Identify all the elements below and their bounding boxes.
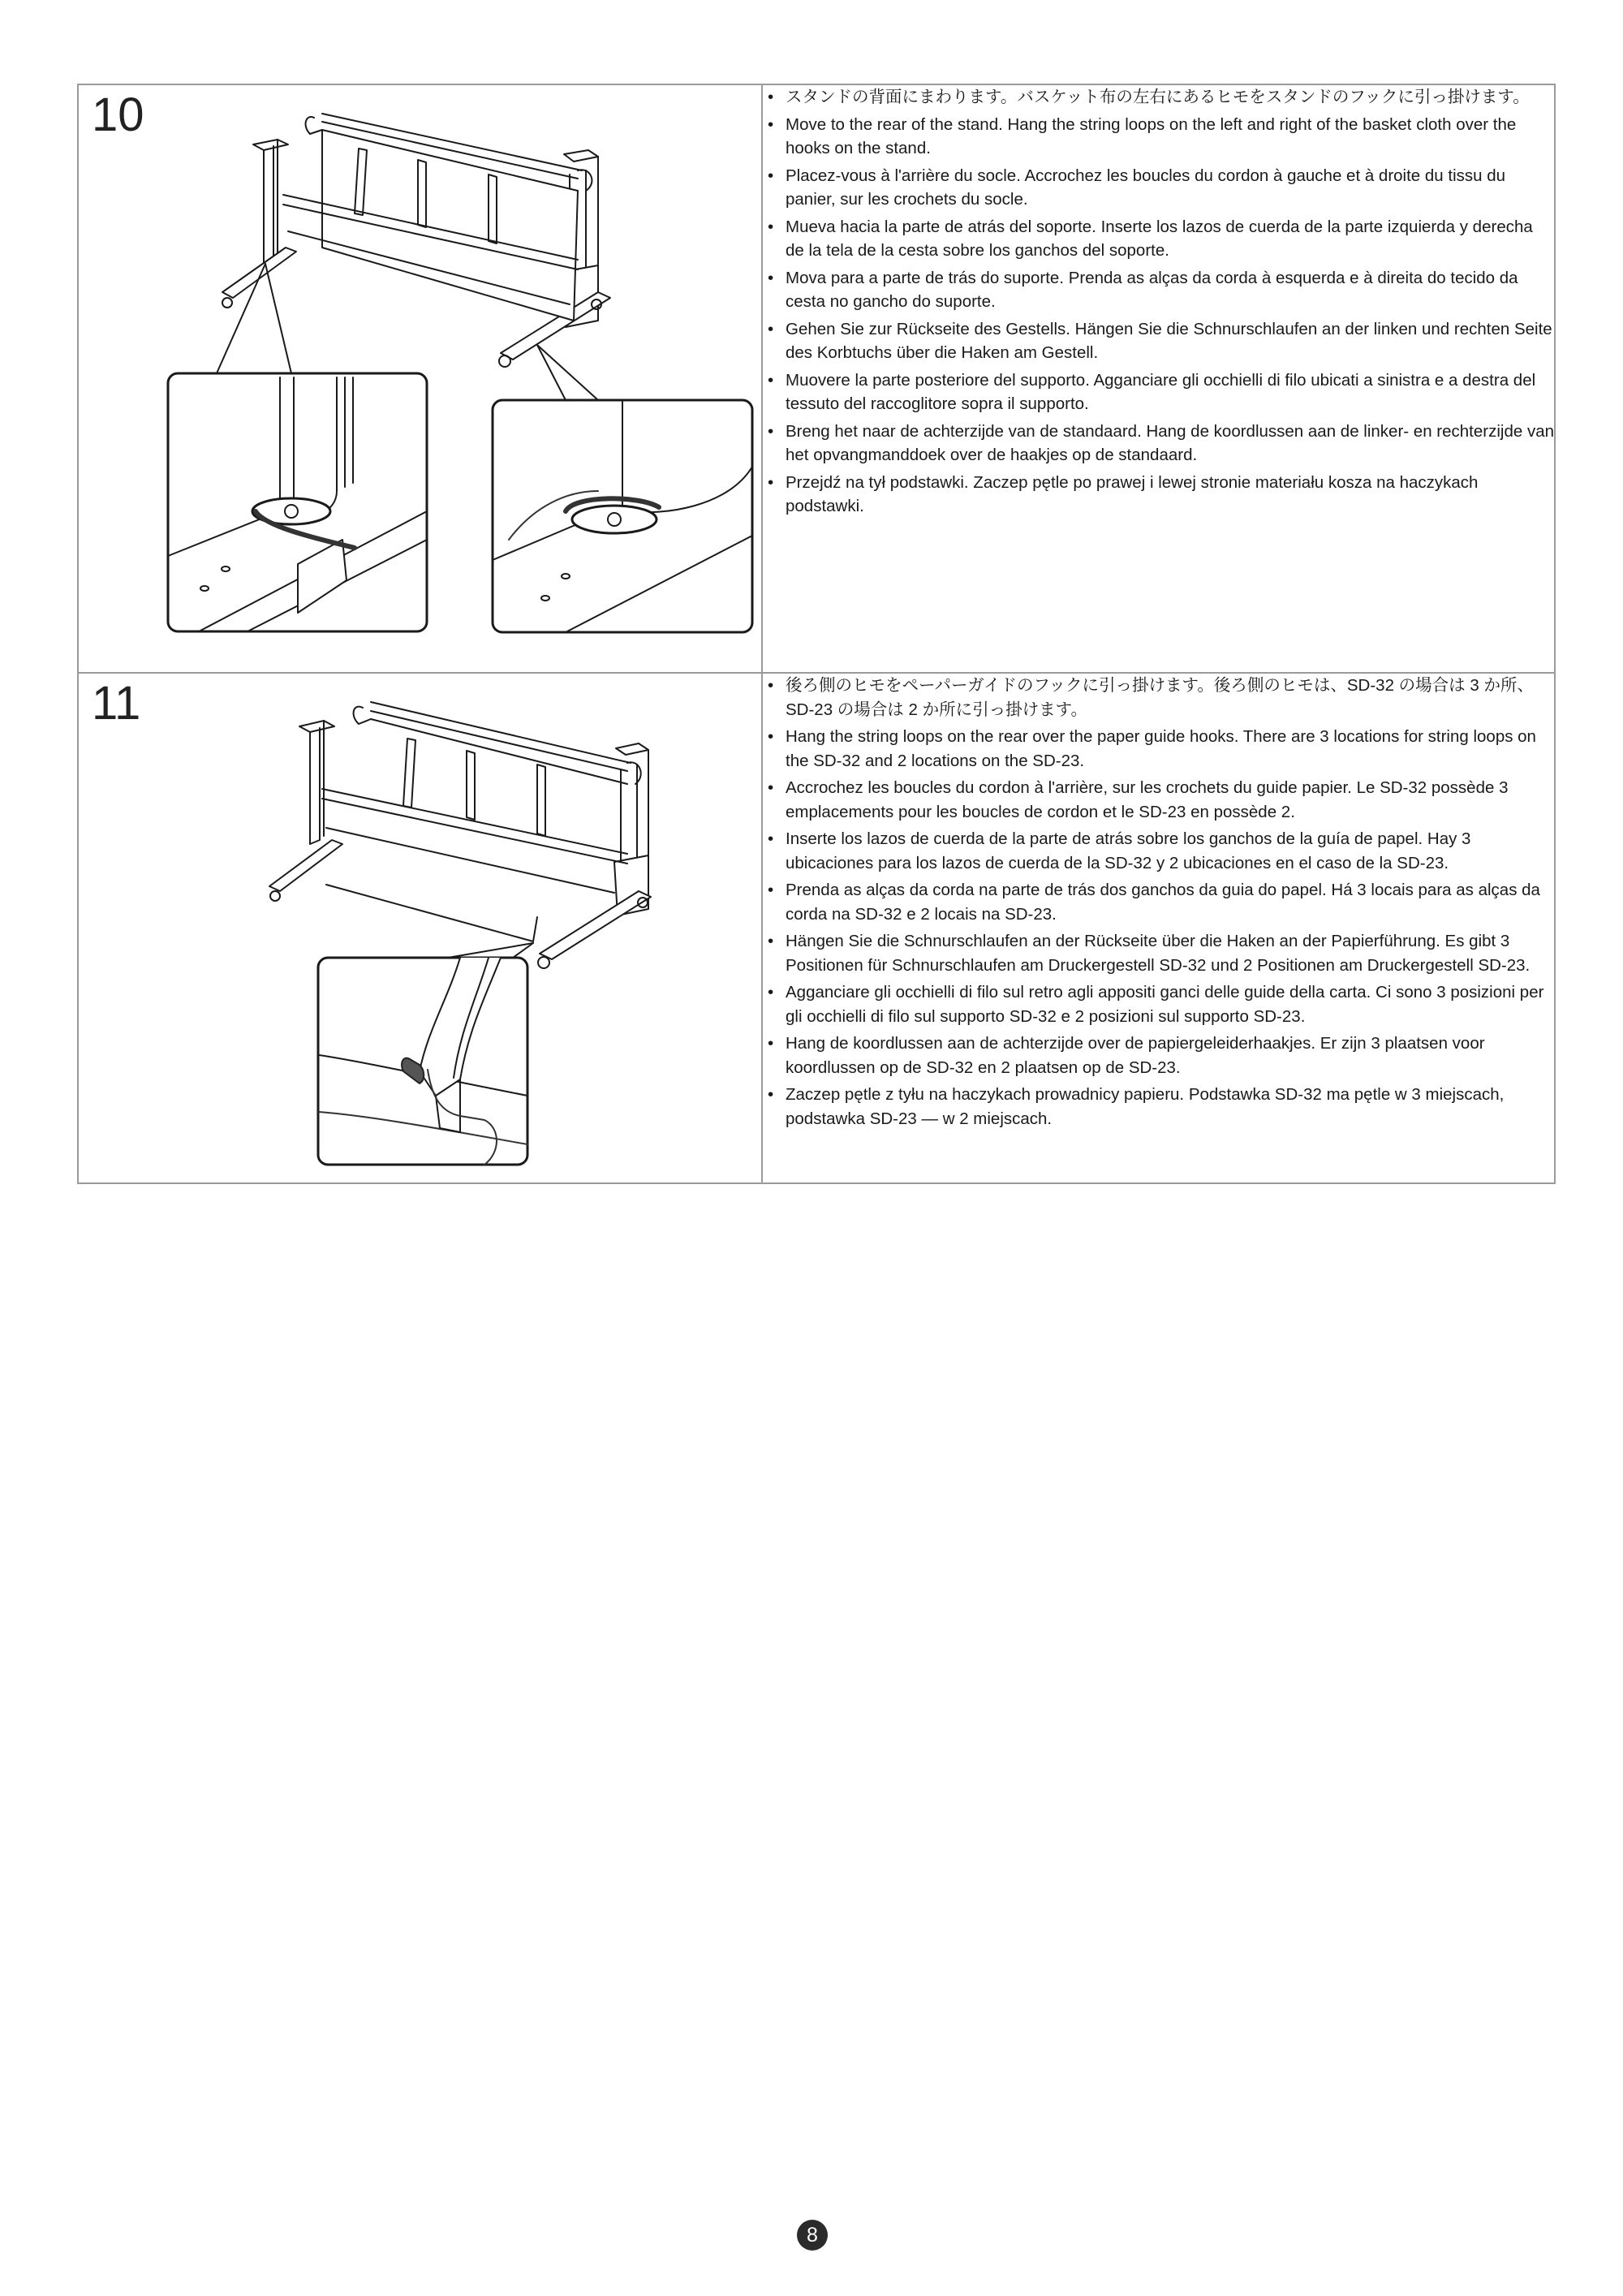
instruction-fr: • Placez-vous à l'arrière du socle. Accrochez les boucles du cordon à gauche et à droite du tissu du panier, sur les crochets du socle. [763, 164, 1554, 212]
instruction-pl: • Przejdź na tył podstawki. Zaczep pętle po prawej i lewej stronie materiału kosza na haczykach podstawki. [763, 471, 1554, 519]
instruction-pt: • Prenda as alças da corda na parte de trás dos ganchos da guia do papel. Há 3 locais para as alças da corda na SD-32 e 2 locais na SD-23. [763, 878, 1554, 926]
instruction-nl: • Hang de koordlussen aan de achterzijde over de papiergeleiderhaakjes. Er zijn 3 plaatsen voor koordlussen op de SD-32 en 2 plaatsen op de SD-23. [763, 1032, 1554, 1079]
instruction-es: • Mueva hacia la parte de atrás del soporte. Inserte los lazos de cuerda de la parte izquierda y derecha de la tela de la cesta sobre los ganchos del soporte. [763, 215, 1554, 263]
instruction-pt: • Mova para a parte de trás do suporte. Prenda as alças da corda à esquerda e à direita do tecido da cesta no gancho do suporte. [763, 266, 1554, 314]
step-figure-cell [78, 673, 762, 1183]
instruction-list [763, 674, 1554, 1131]
instruction-ja: • 後ろ側のヒモをペーパーガイドのフックに引っ掛けます。後ろ側のヒモは、SD-32 の場合は 3 か所、SD-23 の場合は 2 か所に引っ掛けます。 [763, 674, 1554, 722]
instruction-nl: • Breng het naar de achterzijde van de standaard. Hang de koordlussen aan de linker- en rechterzijde van het opvangmanddoek over de haakjes op de standaard. [763, 420, 1554, 467]
step-instructions-cell [762, 673, 1555, 1183]
instruction-it: • Agganciare gli occhielli di filo sul retro agli appositi ganci delle guide della carta. Ci sono 3 posizioni per gli occhielli di filo sul supporto SD-32 e 2 posizioni sul supporto SD-23. [763, 980, 1554, 1028]
instruction-it: • Muovere la parte posteriore del supporto. Agganciare gli occhielli di filo ubicati a sinistra e a destra del tessuto del raccoglitore sopra il supporto. [763, 368, 1554, 416]
instruction-de: • Hängen Sie die Schnurschlaufen an der Rückseite über die Haken an der Papierführung. Es gibt 3 Positionen für Schnurschlaufen am Druckergestell SD-32 und 2 Positionen am Druckergestell SD-23. [763, 929, 1554, 977]
instruction-en: • Move to the rear of the stand. Hang the string loops on the left and right of the basket cloth over the hooks on the stand. [763, 113, 1554, 161]
instruction-ja: • スタンドの背面にまわります。バスケット布の左右にあるヒモをスタンドのフックに引っ掛けます。 [763, 85, 1554, 110]
step-number: 10 [92, 88, 144, 141]
stand-rear-string-loop-illustration [79, 85, 761, 672]
instruction-es: • Inserte los lazos de cuerda de la parte de atrás sobre los ganchos de la guía de papel. Hay 3 ubicaciones para los lazos de cuerda de la SD-32 y 2 ubicaciones en el caso de la SD-23. [763, 827, 1554, 875]
instruction-de: • Gehen Sie zur Rückseite des Gestells. Hängen Sie die Schnurschlaufen an der linken und rechten Seite des Korbtuchs über die Haken am Gestell. [763, 317, 1554, 365]
page-number-badge: 8 [797, 2220, 828, 2251]
instruction-pl: • Zaczep pętle z tyłu na haczykach prowadnicy papieru. Podstawka SD-32 ma pętle w 3 miejscach, podstawka SD-23 — w 2 miejscach. [763, 1083, 1554, 1131]
steps-table [77, 84, 1556, 1184]
step-number: 11 [92, 677, 141, 730]
step-instructions-cell [762, 84, 1555, 673]
instruction-list [763, 85, 1554, 519]
step-row-10 [78, 84, 1555, 673]
instruction-en: • Hang the string loops on the rear over the paper guide hooks. There are 3 locations for string loops on the SD-32 and 2 locations on the SD-23. [763, 725, 1554, 773]
paper-guide-hook-illustration [79, 674, 761, 1182]
instruction-fr: • Accrochez les boucles du cordon à l'arrière, sur les crochets du guide papier. Le SD-32 possède 3 emplacements pour les boucles de cordon et le SD-23 en possède 2. [763, 776, 1554, 824]
step-figure-cell [78, 84, 762, 673]
step-row-11 [78, 673, 1555, 1183]
